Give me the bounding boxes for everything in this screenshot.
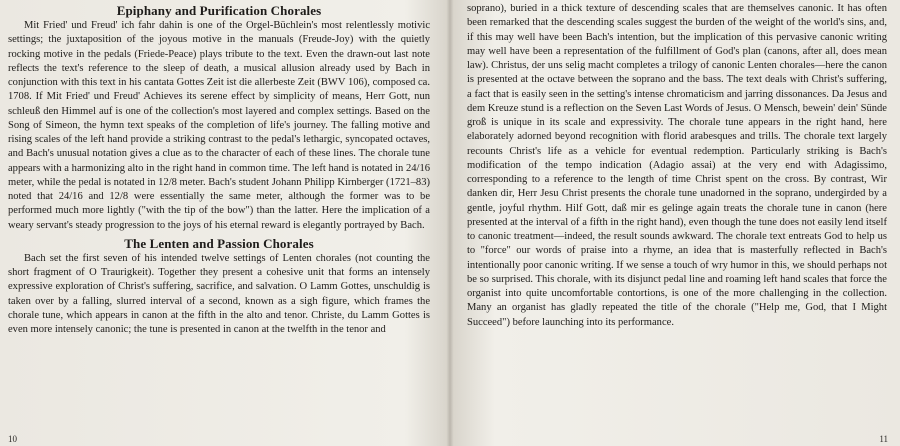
section-heading-lenten: The Lenten and Passion Chorales	[124, 235, 314, 251]
left-page	[8, 2, 430, 442]
page-number-left: 10	[8, 434, 17, 444]
paragraph-epiphany: Mit Fried' und Freud' ich fahr dahin is one of the Orgel-Büchlein's most relentlessly motivic settings; the juxtaposition of the joyous motive in the manuals (Freude-Joy) with the quietly rocking motive in the pedals (Friede-Peace) plays tribute to the text. Even the drawn-out last note reflects the text's reference to the sleep of death, a musical allusion already used by Bach in conjunction with this text in his cantata Gottes Zeit ist die allerbeste Zeit (BWV 106), composed ca. 1708. If Mit Fried' und Freud' Achieves its serene effect by simplicity of means, Herr Gott, nun schleuß den Himmel auf is one of the collection's most layered and complex settings. Based on the Song of Simeon, the hymn text speaks of the completion of life's journey. The falling motive and rising scales of the left hand provide a striking contrast to the pedal's lethargic, syncopated octaves, and Bach's unusual notation gives a clue as to the character of each of these lines. The chorale tune appears with a harmonizing alto in the right hand in common time. The left hand is notated in 24/16 meter, while the pedal is notated in 12/8 meter. Bach's student Johann Philipp Kirnberger (1721–83) noted that 24/16 and 12/8 were essentially the same meter, although the former was to be performed much more lightly ("with the tip of the bow") than the latter. Here the implication of a weary servant's steady progression to the joys of his eternal reward is elegantly portrayed by Bach.	[8, 20, 430, 231]
section-heading-epiphany: Epiphany and Purification Chorales	[116, 3, 322, 18]
paragraph-lenten: Bach set the first seven of his intended twelve settings of Lenten chorales (not counting the short fragment of O Traurigkeit). Together they present a cohesive unit that forms an intensely expressive exploration of Christ's suffering, sacrifice, and salvation. O Lamm Gottes, unschuldig is taken over by a falling, slurred interval of a second, known as a sigh figure, which frames the chorale tune, which appears in canon at the fifth in the alto and tenor. Christe, du Lamm Gottes is even more intensely canonic; the tune is presented in canon at the twelfth in the tenor and	[8, 252, 430, 335]
page-number-right: 11	[879, 434, 888, 444]
paragraph-continued: soprano), buried in a thick texture of descending scales that are themselves canonic. It has often been remarked that the descending scales suggest the burden of the weight of the world's sins, and, if this may well have been Bach's intention, but the implication of this pervasive canonic writing may well have been a representation of the fulfillment of God's plan (canons, after all, does mean law). Christus, der uns selig macht completes a trilogy of canonic Lenten chorales—here the canon is presented at the octave between the soprano and the bass. The text deals with Christ's suffering, a fact that is easily seen in the setting's intense chromaticism and jarring dissonances. Da Jesus and dem Kreuze stund is a reflection on the Seven Last Words of Jesus. O Mensch, bewein' dein' Sünde groß is unique in its scale and expressivity. The chorale tune appears in the right hand, here elaborately adorned beyond recognition with florid arabesques and trills. The chorale text largely recounts Christ's life as a vehicle for eventual redemption. Particularly striking is Bach's modification of the tempo indication (Adagio assai) at the very end with Adagissimo, corresponding to a reference to the length of time Christ spent on the cross. By contrast, Wir danken dir, Herr Jesu Christ presents the chorale tune unadorned in the soprano, undergirded by a gentle, joyful rhythm. Hilf Gott, daß mir es gelinge again treats the chorale tune in canon (here presented at the interval of a fifth in the right hand), even though the tune does not easily lend itself to canonic treatment—indeed, the result sounds awkward. The chorale text entreats God to help us to "force" our words of praise into a rhyme, an idea that is masterfully reflected in Bach's intentionally poor canonic writing. If we sense a touch of wry humor in this, we should perhaps not be so surprised. This chorale, with its disjunct pedal line and roaming left hand scales that force the organist into quite uncomfortable contortions, is one of the more challenging in the collection. Many an organist has gladly repeated the title of the chorale ("Help me, God, that I Might Succeed") before launching into its performance.	[467, 3, 887, 328]
right-page	[467, 2, 887, 442]
